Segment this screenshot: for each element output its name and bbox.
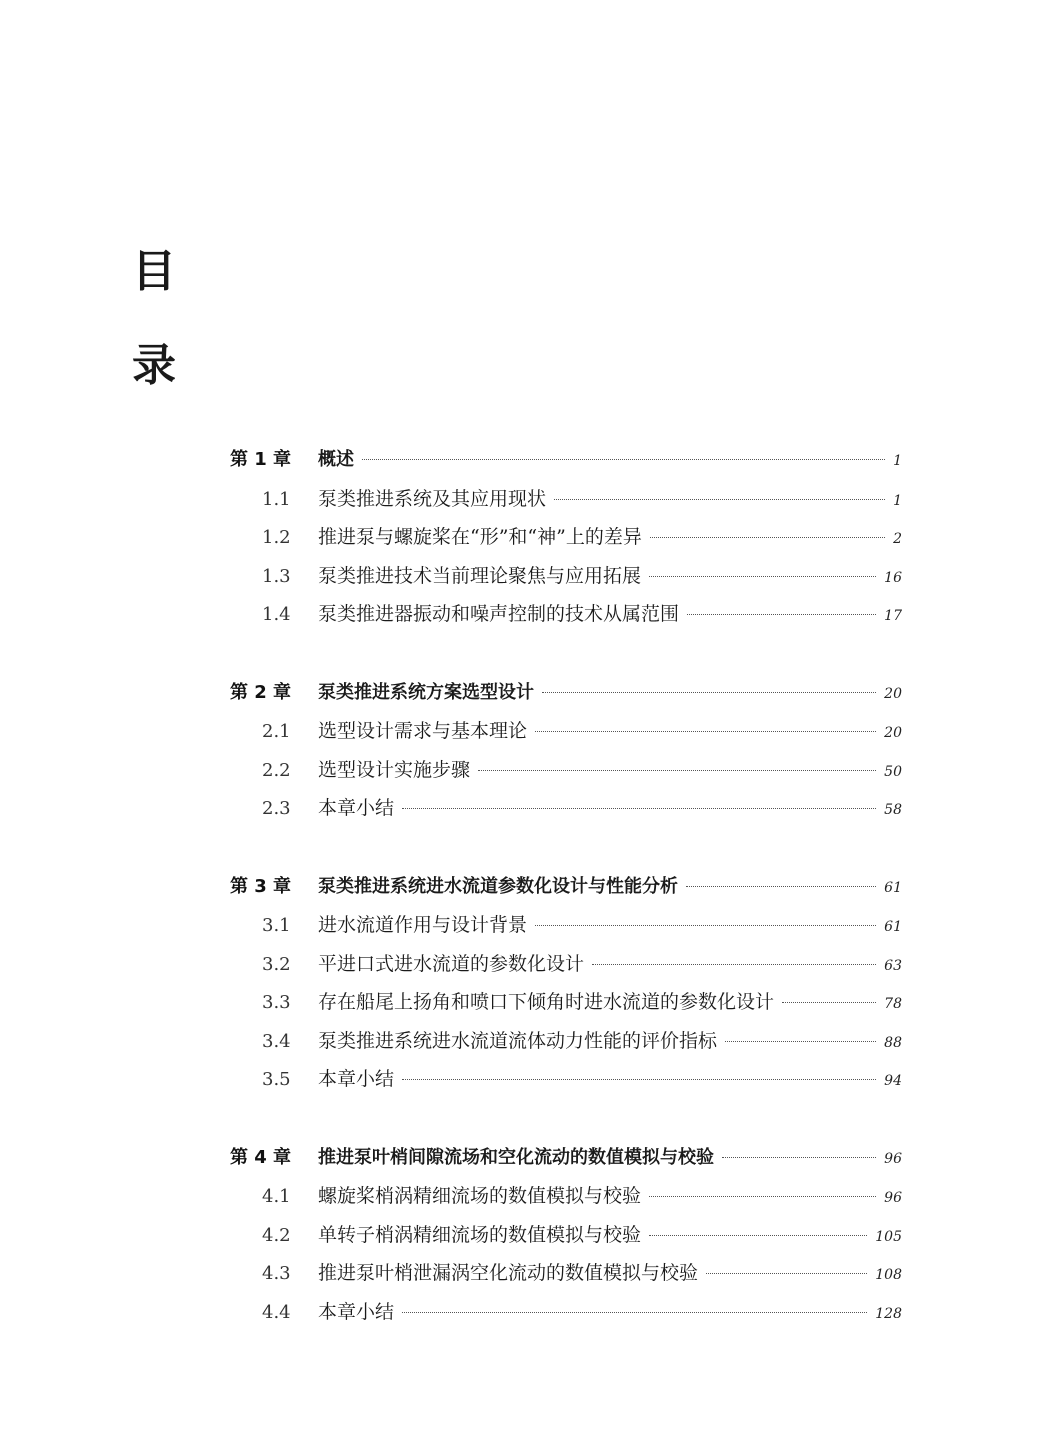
- toc-section-entry[interactable]: [230, 484, 902, 523]
- page-number: 1: [893, 453, 902, 469]
- page-number: 20: [884, 725, 902, 741]
- page-number: 128: [875, 1305, 902, 1322]
- chapter-block: [230, 678, 902, 832]
- section-number: 1.4: [262, 604, 291, 625]
- toc-section-entry[interactable]: [230, 1220, 902, 1259]
- toc-section-entry[interactable]: [230, 793, 902, 832]
- toc-section-entry[interactable]: [230, 1064, 902, 1103]
- page-number: 105: [875, 1228, 902, 1245]
- page-number: 88: [884, 1034, 902, 1051]
- chapter-number: 第 2 章: [230, 681, 292, 703]
- toc-section-entry[interactable]: [230, 1297, 902, 1336]
- page-number: 61: [884, 879, 902, 896]
- toc-section-entry[interactable]: [230, 599, 902, 638]
- dot-leader: [535, 925, 876, 926]
- dot-leader: [650, 537, 885, 538]
- section-title: 推进泵与螺旋桨在“形”和“神”上的差异: [318, 526, 642, 548]
- toc-heading-char-2: 录: [132, 340, 176, 391]
- section-number: 1.1: [262, 488, 291, 510]
- section-title: 泵类推进系统进水流道流体动力性能的评价指标: [318, 1029, 718, 1052]
- section-title: 泵类推进技术当前理论聚焦与应用拓展: [318, 564, 642, 587]
- section-title: 单转子梢涡精细流场的数值模拟与校验: [318, 1223, 642, 1246]
- section-number: 4.1: [262, 1186, 291, 1207]
- page-number: 63: [884, 957, 902, 974]
- section-number: 4.4: [262, 1301, 291, 1323]
- dot-leader: [402, 808, 876, 809]
- toc-section-entry[interactable]: [230, 561, 902, 600]
- section-number: 2.3: [262, 798, 291, 819]
- chapter-block: [230, 445, 902, 638]
- toc-section-entry[interactable]: [230, 1258, 902, 1297]
- toc-chapter-entry[interactable]: [230, 1143, 902, 1182]
- dot-leader: [686, 886, 876, 887]
- toc-chapter-entry[interactable]: [230, 678, 902, 717]
- dot-leader: [706, 1273, 867, 1274]
- page-number: 108: [875, 1267, 902, 1283]
- table-of-contents: [230, 445, 902, 1375]
- section-number: 1.2: [262, 527, 291, 548]
- section-number: 3.3: [262, 992, 291, 1013]
- chapter-number: 第 3 章: [230, 875, 292, 897]
- page-number: 61: [884, 919, 902, 935]
- section-title: 推进泵叶梢泄漏涡空化流动的数值模拟与校验: [318, 1262, 699, 1284]
- section-number: 3.5: [262, 1069, 291, 1090]
- section-title: 本章小结: [318, 1300, 395, 1323]
- chapter-number: 第 4 章: [230, 1146, 292, 1168]
- page-number: 1: [893, 492, 902, 509]
- dot-leader: [782, 1002, 876, 1003]
- section-title: 平进口式进水流道的参数化设计: [318, 952, 585, 975]
- dot-leader: [535, 731, 876, 732]
- page-number: 96: [884, 1150, 902, 1167]
- section-title: 本章小结: [318, 797, 395, 819]
- chapter-title: 泵类推进系统进水流道参数化设计与性能分析: [318, 875, 678, 897]
- section-number: 4.2: [262, 1224, 291, 1246]
- page-number: 16: [884, 569, 902, 586]
- toc-heading-char-1: 目: [132, 246, 176, 297]
- dot-leader: [478, 770, 876, 771]
- section-title: 选型设计需求与基本理论: [318, 720, 528, 742]
- dot-leader: [649, 1235, 867, 1236]
- toc-section-entry[interactable]: [230, 755, 902, 794]
- chapter-title: 推进泵叶梢间隙流场和空化流动的数值模拟与校验: [318, 1146, 714, 1168]
- dot-leader: [592, 964, 876, 965]
- page-number: 78: [884, 996, 902, 1012]
- chapter-title: 泵类推进系统方案选型设计: [318, 681, 534, 703]
- toc-section-entry[interactable]: [230, 1181, 902, 1220]
- chapter-number: 第 1 章: [230, 449, 292, 470]
- page-number: 50: [884, 763, 902, 780]
- dot-leader: [402, 1312, 867, 1313]
- dot-leader: [402, 1079, 876, 1080]
- section-title: 泵类推进系统及其应用现状: [318, 487, 547, 510]
- section-title: 存在船尾上扬角和喷口下倾角时进水流道的参数化设计: [318, 991, 775, 1013]
- chapter-title: 概述: [318, 449, 354, 470]
- toc-section-entry[interactable]: [230, 1026, 902, 1065]
- page-number: 58: [884, 802, 902, 818]
- page-number: 20: [884, 685, 902, 702]
- section-title: 选型设计实施步骤: [318, 758, 471, 781]
- section-title: 螺旋桨梢涡精细流场的数值模拟与校验: [318, 1185, 642, 1207]
- toc-chapter-entry[interactable]: [230, 445, 902, 484]
- chapter-block: [230, 872, 902, 1103]
- section-number: 3.2: [262, 953, 291, 975]
- dot-leader: [687, 614, 876, 615]
- section-number: 2.2: [262, 759, 291, 781]
- dot-leader: [722, 1157, 876, 1158]
- toc-section-entry[interactable]: [230, 987, 902, 1026]
- page-number: 96: [884, 1190, 902, 1206]
- dot-leader: [725, 1041, 876, 1042]
- section-title: 本章小结: [318, 1068, 395, 1090]
- section-number: 1.3: [262, 565, 291, 587]
- section-number: 3.4: [262, 1030, 291, 1052]
- dot-leader: [649, 576, 876, 577]
- page-number: 2: [893, 531, 902, 547]
- dot-leader: [649, 1196, 876, 1197]
- toc-section-entry[interactable]: [230, 522, 902, 561]
- chapter-block: [230, 1143, 902, 1336]
- toc-section-entry[interactable]: [230, 949, 902, 988]
- dot-leader: [554, 499, 885, 500]
- page-number: 17: [884, 608, 902, 624]
- dot-leader: [362, 459, 885, 460]
- section-number: 4.3: [262, 1263, 291, 1284]
- section-title: 进水流道作用与设计背景: [318, 914, 528, 936]
- dot-leader: [542, 692, 876, 693]
- toc-section-entry[interactable]: [230, 716, 902, 755]
- toc-section-entry[interactable]: [230, 910, 902, 949]
- section-title: 泵类推进器振动和噪声控制的技术从属范围: [318, 603, 680, 625]
- toc-chapter-entry[interactable]: [230, 872, 902, 911]
- toc-heading: [132, 246, 192, 391]
- page-number: 94: [884, 1073, 902, 1089]
- section-number: 3.1: [262, 915, 291, 936]
- section-number: 2.1: [262, 721, 291, 742]
